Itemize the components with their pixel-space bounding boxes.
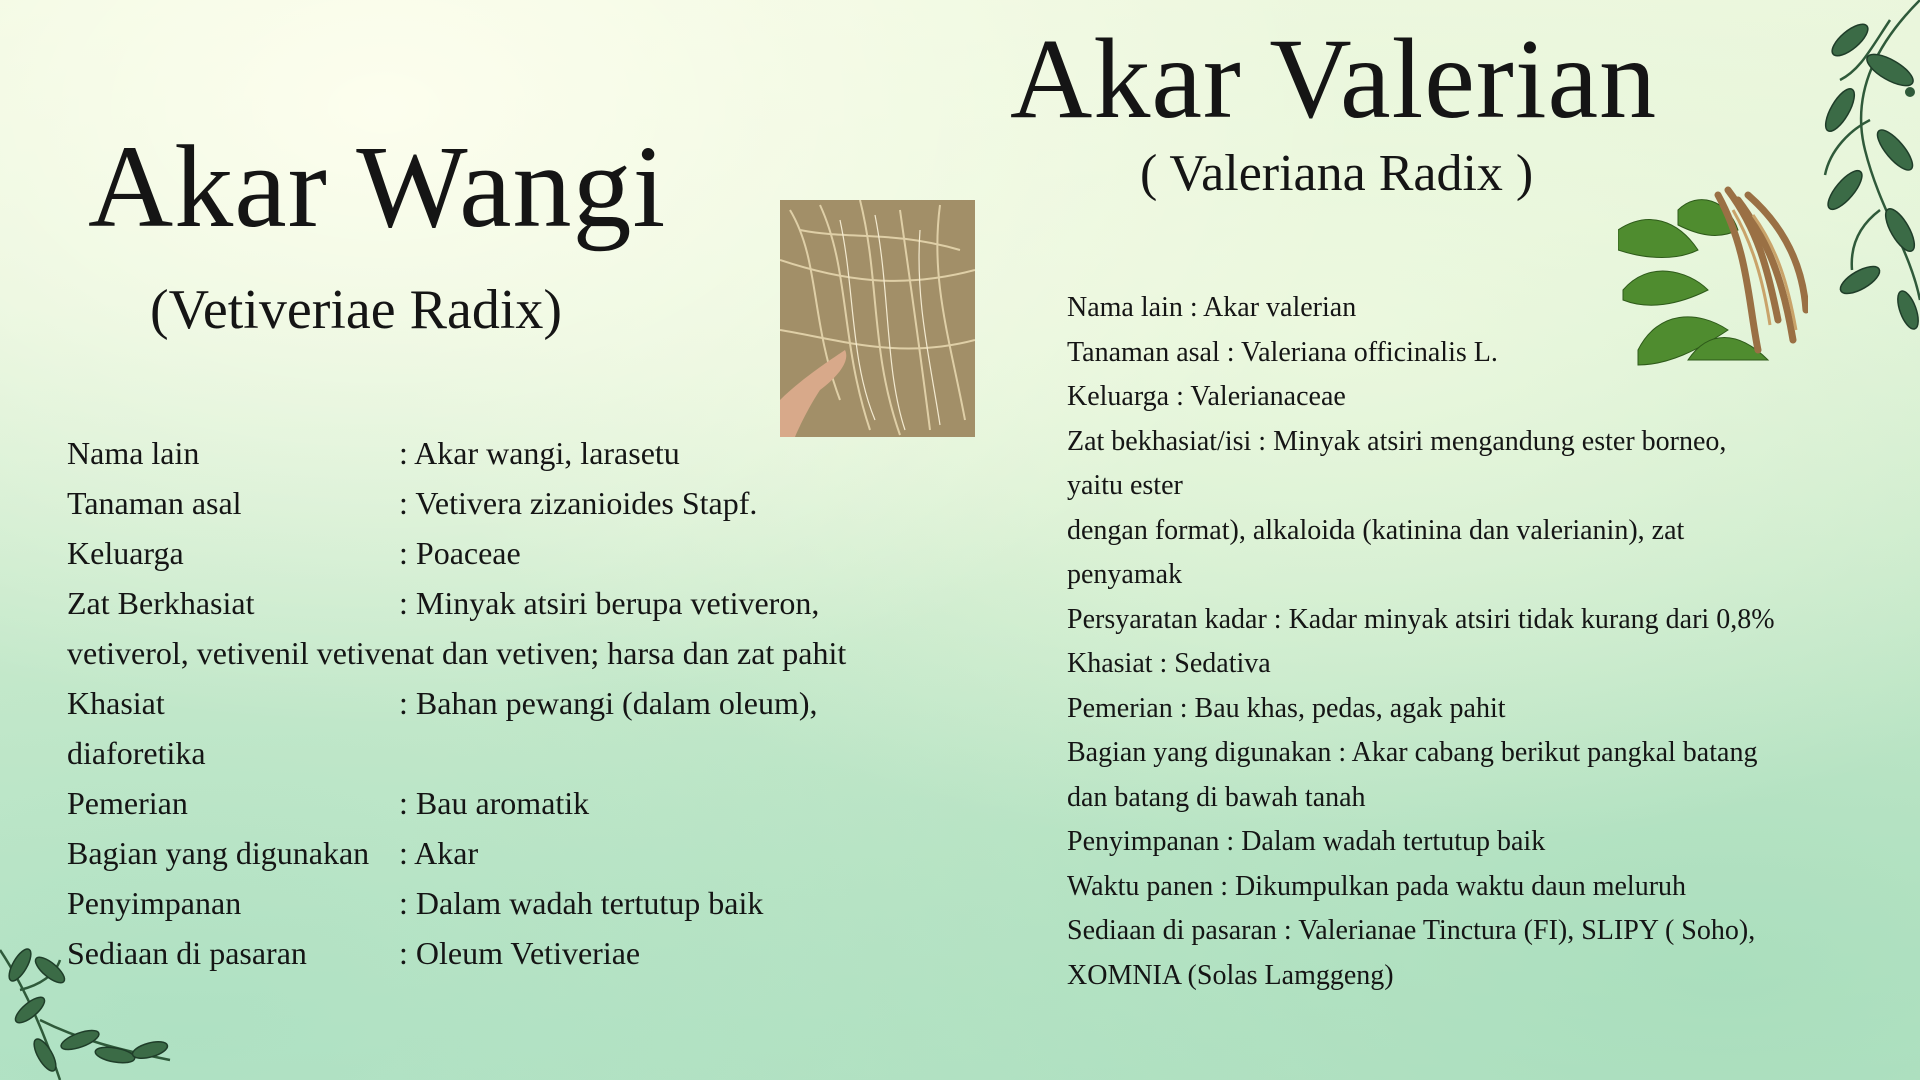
info-label: Nama lain (67, 435, 200, 471)
info-value: : Dalam wadah tertutup baik (399, 885, 764, 921)
info-value: : Akar wangi, larasetu (399, 435, 680, 471)
info-label: Penyimpanan (67, 885, 242, 921)
info-line: Waktu panen : Dikumpulkan pada waktu daun meluruh (1067, 870, 1687, 902)
info-value: : Minyak atsiri berupa vetiveron, (399, 585, 820, 621)
valerian-info-list (1067, 286, 1877, 998)
info-label: Tanaman asal (67, 485, 242, 521)
info-row-pemerian (67, 778, 967, 828)
info-label: Bagian yang digunakan (67, 835, 370, 871)
vetiver-root-photo (780, 200, 975, 437)
info-label: Pemerian (67, 785, 188, 821)
info-line: Penyimpanan : Dalam wadah tertutup baik (1067, 826, 1546, 857)
info-line: yaitu ester (1067, 470, 1183, 501)
title-akar-wangi: Akar Wangi (88, 121, 667, 252)
info-line: Persyaratan kadar : Kadar minyak atsiri tidak kurang dari 0,8% (1067, 603, 1775, 635)
info-value: : Vetivera zizanioides Stapf. (399, 485, 758, 521)
info-line: XOMNIA (Solas Lamggeng) (1067, 959, 1394, 991)
subtitle-valeriana-radix: ( Valeriana Radix ) (1140, 145, 1534, 202)
info-value: : Poaceae (399, 535, 521, 571)
info-line: Zat bekhasiat/isi : Minyak atsiri mengandung ester borneo, (1067, 425, 1727, 457)
info-row-keluarga (67, 528, 967, 578)
info-row-nama-lain (67, 428, 967, 478)
info-line: Sediaan di pasaran : Valerianae Tinctura (FI), SLIPY ( Soho), (1067, 915, 1756, 946)
info-line: Bagian yang digunakan : Akar cabang berikut pangkal batang (1067, 737, 1758, 768)
info-line: Khasiat : Sedativa (1067, 648, 1271, 679)
info-row-bagian (67, 828, 967, 878)
info-value: : Bau aromatik (399, 785, 590, 821)
info-line: penyamak (1067, 559, 1183, 590)
title-akar-valerian: Akar Valerian (1010, 15, 1658, 142)
info-line: Pemerian : Bau khas, pedas, agak pahit (1067, 692, 1506, 724)
info-value: : Akar (399, 835, 479, 871)
info-line: dengan format), alkaloida (katinina dan valerianin), zat (1067, 514, 1685, 546)
info-value: : Bahan pewangi (dalam oleum), (399, 685, 818, 721)
info-label: Sediaan di pasaran (67, 935, 307, 971)
vetiver-info-list (67, 428, 967, 978)
info-value: : Oleum Vetiveriae (399, 935, 641, 971)
info-label: Keluarga (67, 535, 184, 571)
info-row-tanaman-asal (67, 478, 967, 528)
info-row-continuation: diaforetika (67, 735, 206, 771)
info-line: Nama lain : Akar valerian (1067, 292, 1357, 323)
info-line: Tanaman asal : Valeriana officinalis L. (1067, 336, 1498, 368)
info-row-khasiat (67, 678, 967, 728)
info-line: Keluarga : Valerianaceae (1067, 381, 1346, 412)
subtitle-vetiveriae-radix: (Vetiveriae Radix) (150, 279, 563, 341)
info-row-penyimpanan (67, 878, 967, 928)
info-label: Zat Berkhasiat (67, 585, 255, 621)
info-row-sediaan (67, 928, 967, 978)
leaf-sprig-icon (0, 890, 180, 1080)
info-label: Khasiat (67, 685, 165, 721)
info-row-zat-berkhasiat (67, 578, 967, 628)
info-row-continuation: vetiverol, vetivenil vetivenat dan vetiven; harsa dan zat pahit (67, 635, 847, 671)
info-line: dan batang di bawah tanah (1067, 781, 1366, 813)
